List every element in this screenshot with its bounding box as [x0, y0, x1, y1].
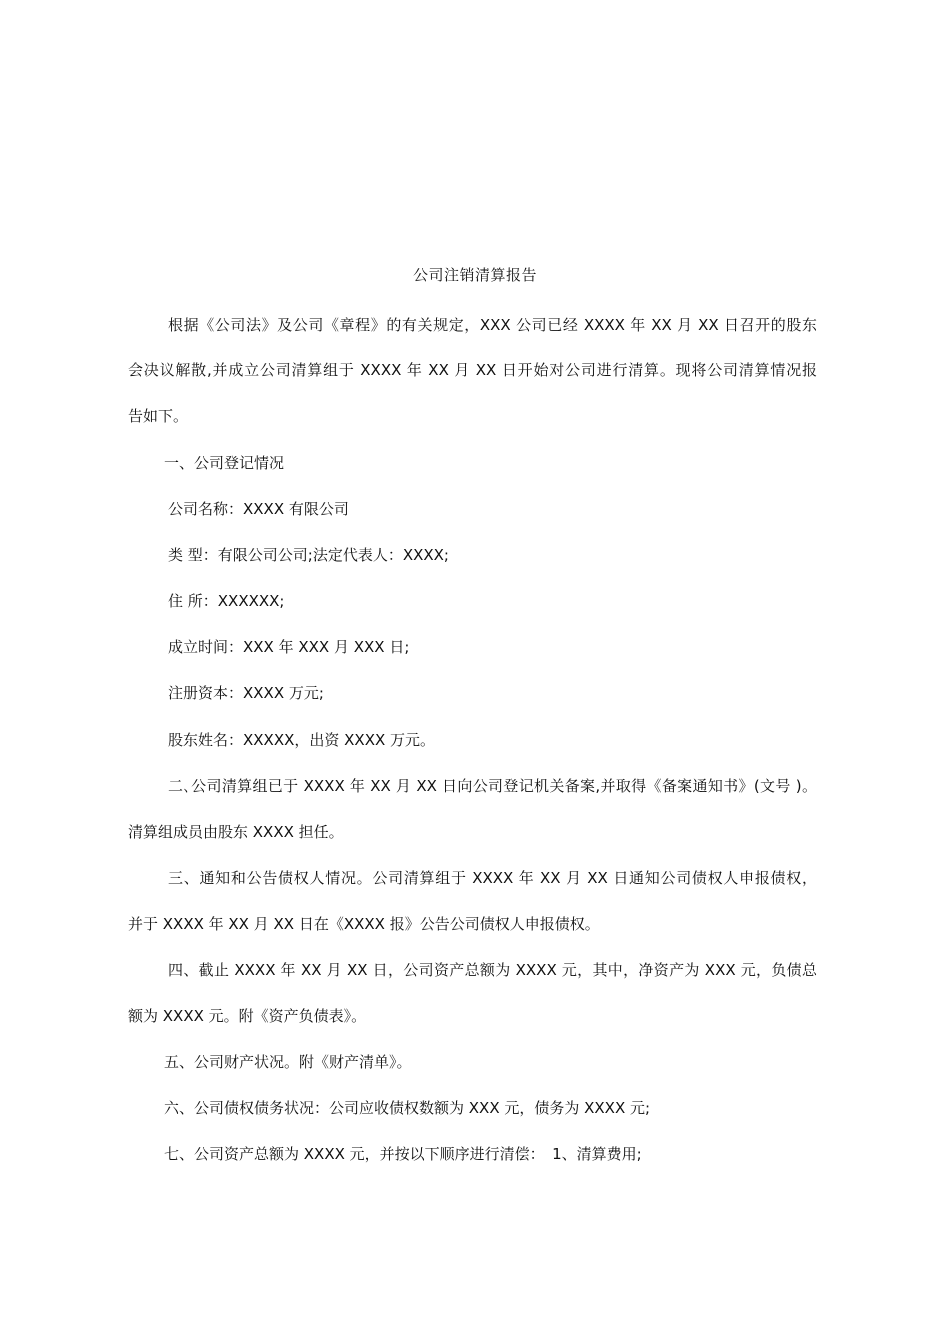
established-date-line: 成立时间：XXX 年 XXX 月 XXX 日; — [168, 638, 410, 656]
section-7-line: 七、公司资产总额为 XXXX 元，并按以下顺序进行清偿： 1、清算费用; — [164, 1145, 642, 1163]
paragraph-line-3: 告如下。 — [128, 407, 189, 425]
registered-capital-line: 注册资本：XXXX 万元; — [168, 684, 324, 702]
section-4-line-1: 四、截止 XXXX 年 XX 月 XX 日，公司资产总额为 XXXX 元，其中，净资产为 XXX 元，负债总 — [168, 961, 817, 979]
paragraph-line-2: 会决议解散,并成立公司清算组于 XXXX 年 XX 月 XX 日开始对公司进行清算。现将公司清算情况报 — [128, 361, 817, 379]
company-address-line: 住 所：XXXXXX; — [168, 592, 285, 610]
section-2-line-2: 清算组成员由股东 XXXX 担任。 — [128, 823, 344, 841]
company-type-line: 类 型：有限公司公司;法定代表人：XXXX; — [168, 546, 449, 564]
document-title: 公司注销清算报告 — [412, 266, 537, 284]
section-heading-1: 一、公司登记情况 — [164, 454, 285, 472]
shareholder-line: 股东姓名：XXXXX，出资 XXXX 万元。 — [168, 731, 436, 749]
section-4-line-2: 额为 XXXX 元。附《资产负债表》。 — [128, 1007, 367, 1025]
section-3-line-2: 并于 XXXX 年 XX 月 XX 日在《XXXX 报》公告公司债权人申报债权。 — [128, 915, 600, 933]
section-3-line-1: 三、通知和公告债权人情况。公司清算组于 XXXX 年 XX 月 XX 日通知公司债权人申报债权， — [168, 869, 817, 887]
section-6-line: 六、公司债权债务状况：公司应收债权数额为 XXX 元，债务为 XXXX 元; — [164, 1099, 651, 1117]
section-2-line-1: 二､公司清算组已于 XXXX 年 XX 月 XX 日向公司登记机关备案,并取得《备案通知书》(文号 )。 — [168, 777, 817, 795]
company-name-line: 公司名称：XXXX 有限公司 — [168, 500, 349, 518]
paragraph-line-1: 根据《公司法》及公司《章程》的有关规定，XXX 公司已经 XXXX 年 XX 月 XX 日召开的股东 — [168, 316, 817, 334]
section-5-line: 五、公司财产状况。附《财产清单》。 — [164, 1053, 412, 1071]
